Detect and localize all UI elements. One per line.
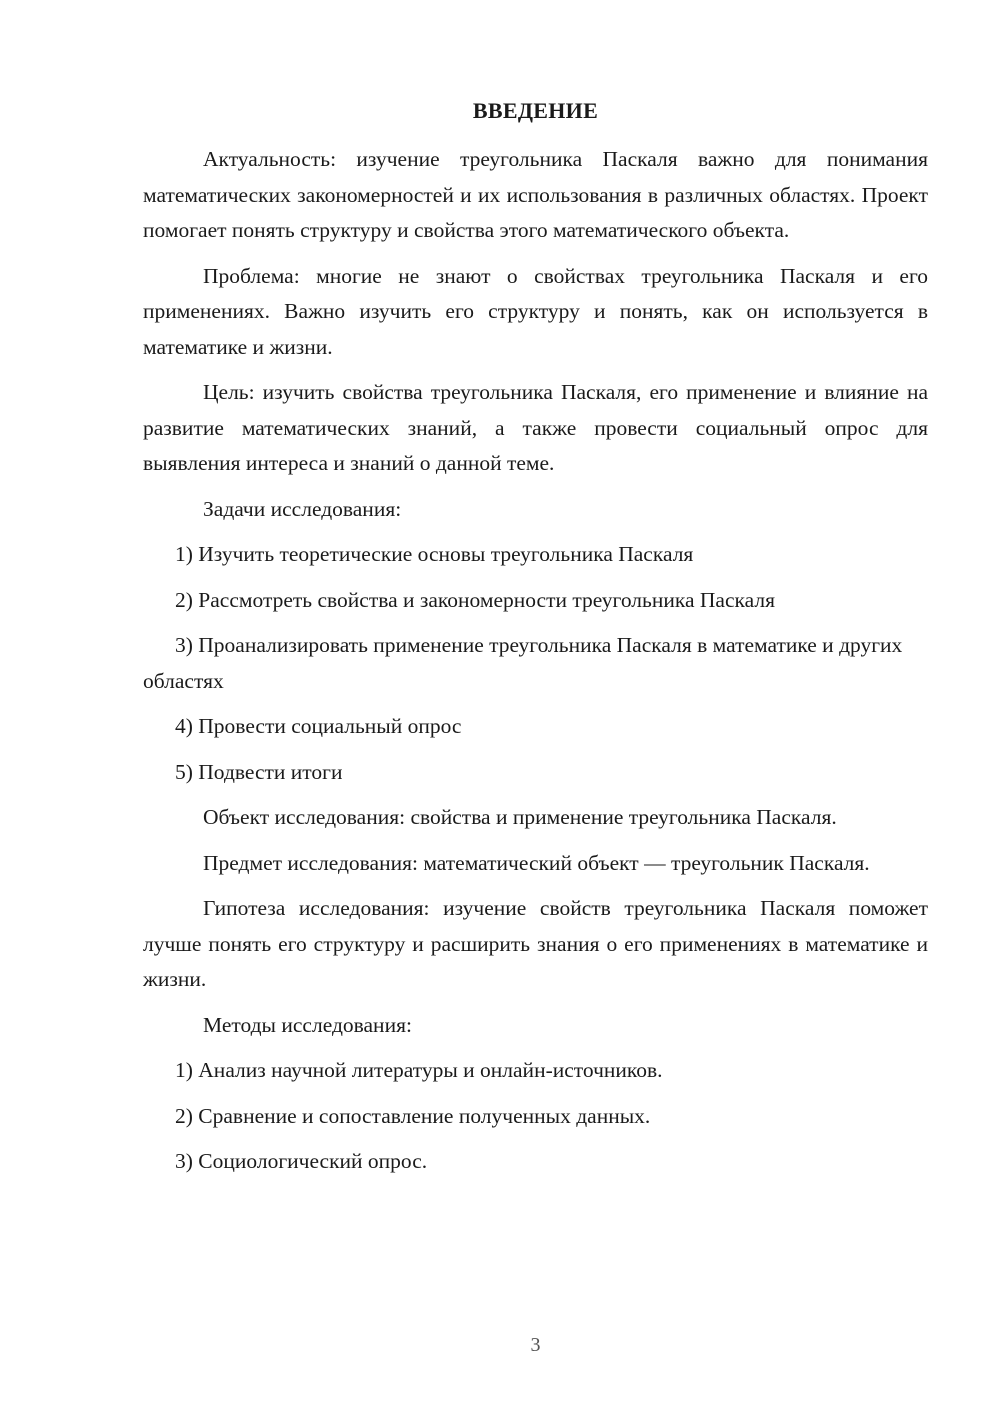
methods-heading: Методы исследования: [203, 1012, 412, 1037]
document-body [143, 142, 928, 1190]
page-number: 3 [530, 1334, 541, 1356]
task-item-4: 4) Провести социальный опрос [175, 714, 462, 738]
method-item-2: 2) Сравнение и сопоставление полученных данных. [175, 1103, 651, 1128]
relevance-paragraph: Актуальность: изучение треугольника Паскаля важно для понимания математических закономерностей и их использования в различных областях. Проект помогает понять структуру и свойства этого математического объекта. [143, 147, 928, 242]
problem-paragraph: Проблема: многие не знают о свойствах треугольника Паскаля и его применениях. Важно изучить его структуру и понять, как он используется в математике и жизни. [143, 263, 928, 359]
goal-paragraph: Цель: изучить свойства треугольника Паскаля, его применение и влияние на развитие математических знаний, а также провести социальный опрос для выявления интереса и знаний о данной теме. [143, 380, 928, 475]
tasks-heading: Задачи исследования: [203, 496, 402, 521]
hypothesis-paragraph: Гипотеза исследования: изучение свойств треугольника Паскаля поможет лучше понять его структуру и расширить знания о его применениях в математике и жизни. [143, 896, 928, 991]
method-item-1: 1) Анализ научной литературы и онлайн-источников. [175, 1058, 663, 1082]
task-item-1: 1) Изучить теоретические основы треугольника Паскаля [175, 542, 694, 566]
task-item-2: 2) Рассмотреть свойства и закономерности треугольника Паскаля [175, 587, 775, 612]
method-item-3: 3) Социологический опрос. [175, 1149, 428, 1173]
subject-paragraph: Предмет исследования: математический объект — треугольник Паскаля. [203, 850, 870, 875]
object-paragraph: Объект исследования: свойства и применение треугольника Паскаля. [203, 805, 837, 829]
task-item-5: 5) Подвести итоги [175, 759, 343, 784]
task-item-3: 3) Проанализировать применение треугольника Паскаля в математике и других областях [143, 633, 903, 693]
document-page [143, 0, 928, 1414]
page-title: ВВЕДЕНИЕ [472, 98, 599, 123]
